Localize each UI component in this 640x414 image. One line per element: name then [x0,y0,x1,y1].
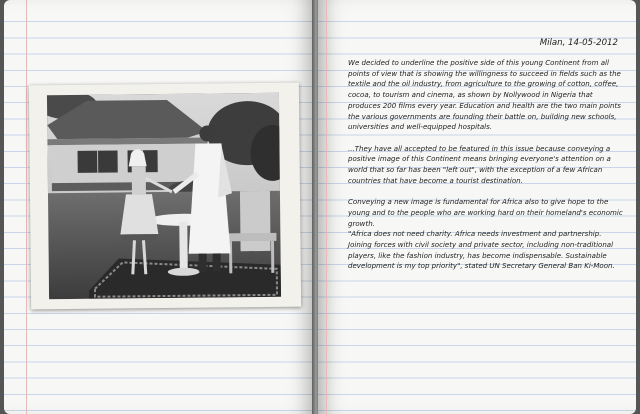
margin-line [26,0,27,414]
photo-frame [29,83,301,310]
margin-line [326,0,327,414]
historic-photo [47,93,281,299]
quote-ban-ki-moon: "Africa does not need charity. Africa needs investment and partnership. Joining forces with civil society and private sector, including non-traditional players, like the fashion industry, has become indispensable. Sustainable development is my top priority", stated UN Secretary General Ban Ki-Moon. [348,229,615,271]
article-text [348,58,623,272]
paragraph-featured: ...They have all accepted to be featured in this issue because conveying a positive image of this Continent means bringing everyone's attention on a world that so far has been "left out", with the exception of a few African countries that have become a tourist destination. [348,143,611,185]
photo-illustration [47,93,281,299]
right-page [318,0,636,414]
left-page [4,0,314,414]
date-label: Milan, 14-05-2012 [539,38,618,48]
paragraph-new-image: Conveying a new image is fundamental for Africa also to give hope to the young and to the people who are working hard on their homeland's economic growth. [348,197,623,228]
paragraph-positive-side: We decided to underline the positive side of this young Continent from all points of view that is showing the willingness to succeed in fields such as the textile and the oil industry, from agriculture to the growing of cotton, coffee, cocoa, to tourism and cinema, as shown by Nollywood in Nigeria that produces 200 films every year. Education and health are the two main points the various governments are founding their battle on, building new schools, universities and well-equipped hospitals. [348,58,621,132]
